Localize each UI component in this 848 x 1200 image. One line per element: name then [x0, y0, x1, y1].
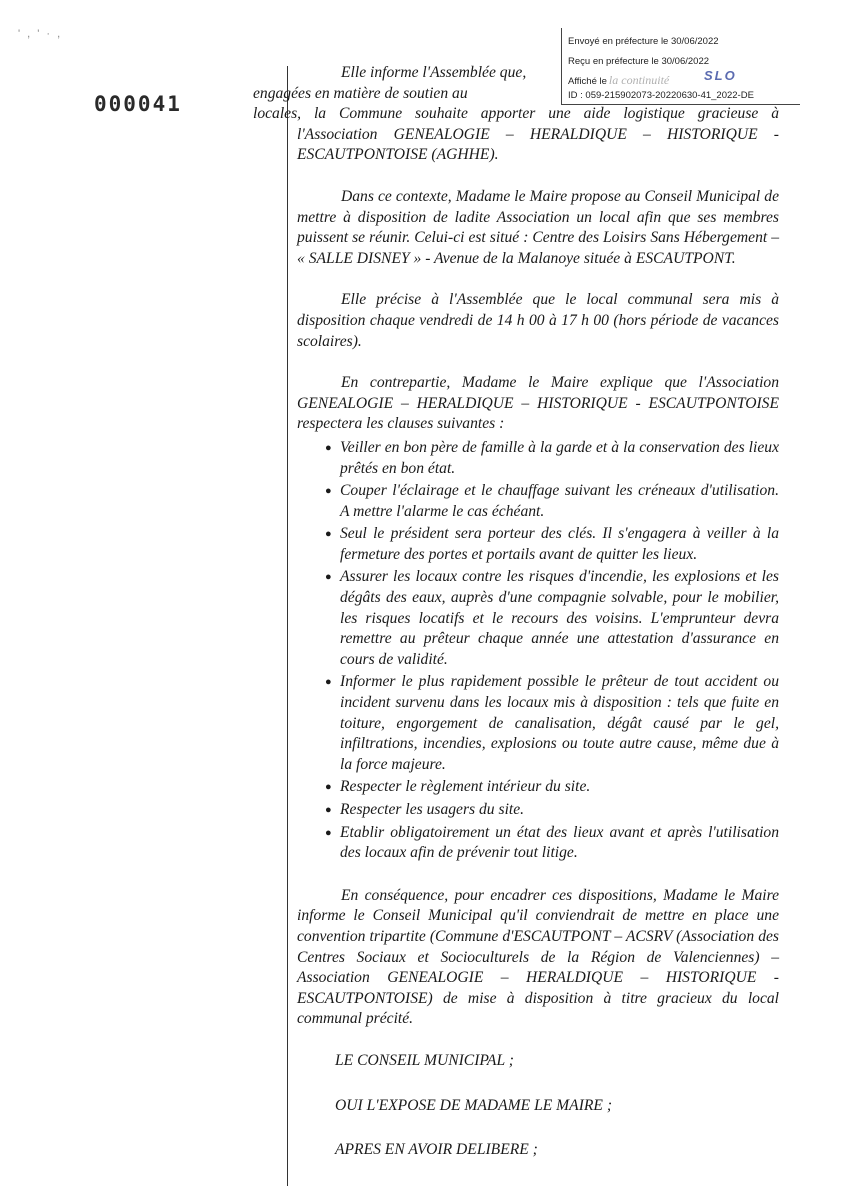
- scan-marks: ' , ' · ,: [18, 28, 63, 40]
- clause-text: Veiller en bon père de famille à la garde et à la conservation des lieux prêtés en bon état.: [340, 438, 779, 477]
- slo-logo: SLO: [704, 68, 737, 83]
- clause-text: Couper l'éclairage et le chauffage suivant les créneaux d'utilisation. A mettre l'alarme le cas échéant.: [340, 482, 779, 520]
- clause-text: Seul le président sera porteur des clés. Il s'engagera à veiller à la fermeture des portes et portails avant de quitter les lieux.: [340, 525, 779, 563]
- paragraph-2: Dans ce contexte, Madame le Maire propose au Conseil Municipal de mettre à disposition de ladite Association un local afin que ses membres puissent se réunir. Celui-ci est situé : Centre des Loisirs Sans Hébergement – « SALLE DISNEY » - Avenue de la Malanoye située à ESCAUTPONT.: [297, 187, 779, 267]
- paragraph-5: En conséquence, pour encadrer ces dispositions, Madame le Maire informe le Conseil Municipal qu'il conviendrait de mettre en place une convention tripartite (Commune d'ESCAUTPONT – ACSRV (Association des Centres Sociaux et Socioculturels de la Région de Valenciennes) – Association GENEALOGIE – HERALDIQUE – HISTORIQUE - ESCAUTPONTOISE) de mise à disposition à titre gracieux du local communal précité.: [297, 886, 779, 1028]
- clause-item: [297, 481, 779, 522]
- clause-item: [297, 524, 779, 565]
- clause-text: Etablir obligatoirement un état des lieux avant et après l'utilisation des locaux afin de prévenir tout litige.: [340, 823, 779, 862]
- clause-text: Assurer les locaux contre les risques d'incendie, les explosions et les dégâts des eaux, auprès d'une compagnie solvable, pour le mobilier, les risques locatifs et le recours des voisins. L'emprunteur devra remettre au prêteur chaque année une attestation d'assurance en cours de validité.: [340, 568, 779, 668]
- paragraph-1: [253, 63, 779, 166]
- stamp-received: Reçu en préfecture le 30/06/2022: [568, 56, 710, 67]
- bullet-icon: ●: [325, 441, 332, 454]
- decision-line-1: LE CONSEIL MUNICIPAL ;: [335, 1051, 514, 1069]
- bullet-icon: ●: [325, 826, 332, 839]
- paragraph-4: En contrepartie, Madame le Maire explique que l'Association GENEALOGIE – HERALDIQUE – HISTORIQUE - ESCAUTPONTOISE respectera les clauses suivantes :: [297, 374, 779, 433]
- stamp-id: ID : 059-215902073-20220630-41_2022-DE: [568, 90, 754, 101]
- paragraph-1-line-1: Elle informe l'Assemblée que,: [341, 64, 527, 81]
- bullet-icon: ●: [325, 676, 332, 689]
- clause-text: Respecter le règlement intérieur du site.: [340, 778, 591, 796]
- clause-item: [297, 567, 779, 670]
- clauses-list: [297, 438, 779, 864]
- clause-item: [297, 823, 779, 864]
- margin-line: [287, 66, 288, 1186]
- bullet-icon: ●: [325, 781, 332, 794]
- clause-item: [297, 438, 779, 479]
- stamp-posted-faint: la continuité: [608, 73, 670, 87]
- bullet-icon: ●: [325, 571, 332, 584]
- clause-item: [297, 777, 779, 798]
- paragraph-3: Elle précise à l'Assemblée que le local communal sera mis à disposition chaque vendredi de 14 h 00 à 17 h 00 (hors période de vacances scolaires).: [297, 291, 779, 350]
- bullet-icon: ●: [325, 485, 332, 498]
- paragraph-1-rest: locales, la Commune souhaite apporter une aide logistique gracieuse à l'Association GENEALOGIE – HERALDIQUE – HISTORIQUE - ESCAUTPONTOISE (AGHHE).: [253, 105, 779, 164]
- bullet-icon: ●: [325, 528, 332, 541]
- clause-item: [297, 672, 779, 775]
- document-body: [253, 63, 779, 1185]
- stamp-sent: Envoyé en préfecture le 30/06/2022: [568, 36, 719, 47]
- clause-text: Respecter les usagers du site.: [340, 801, 525, 818]
- clause-text: Informer le plus rapidement possible le prêteur de tout accident ou incident survenu dans les locaux mis à disposition : tels que fuite en toiture, engorgement de canalisation, dégât causé par le gel, infiltrations, incendies, explosions ou toute autre cause, même due à la force majeure.: [340, 673, 779, 773]
- stamp-posted-label: Affiché le: [568, 76, 607, 87]
- decision-line-3: APRES EN AVOIR DELIBERE ;: [335, 1141, 538, 1159]
- decision-line-2: OUI L'EXPOSE DE MADAME LE MAIRE ;: [335, 1096, 613, 1114]
- bullet-icon: ●: [325, 804, 332, 816]
- clause-item: [297, 800, 779, 821]
- page-number: 000041: [94, 92, 182, 116]
- paragraph-1-line-2: engagées en matière de soutien au: [253, 84, 468, 102]
